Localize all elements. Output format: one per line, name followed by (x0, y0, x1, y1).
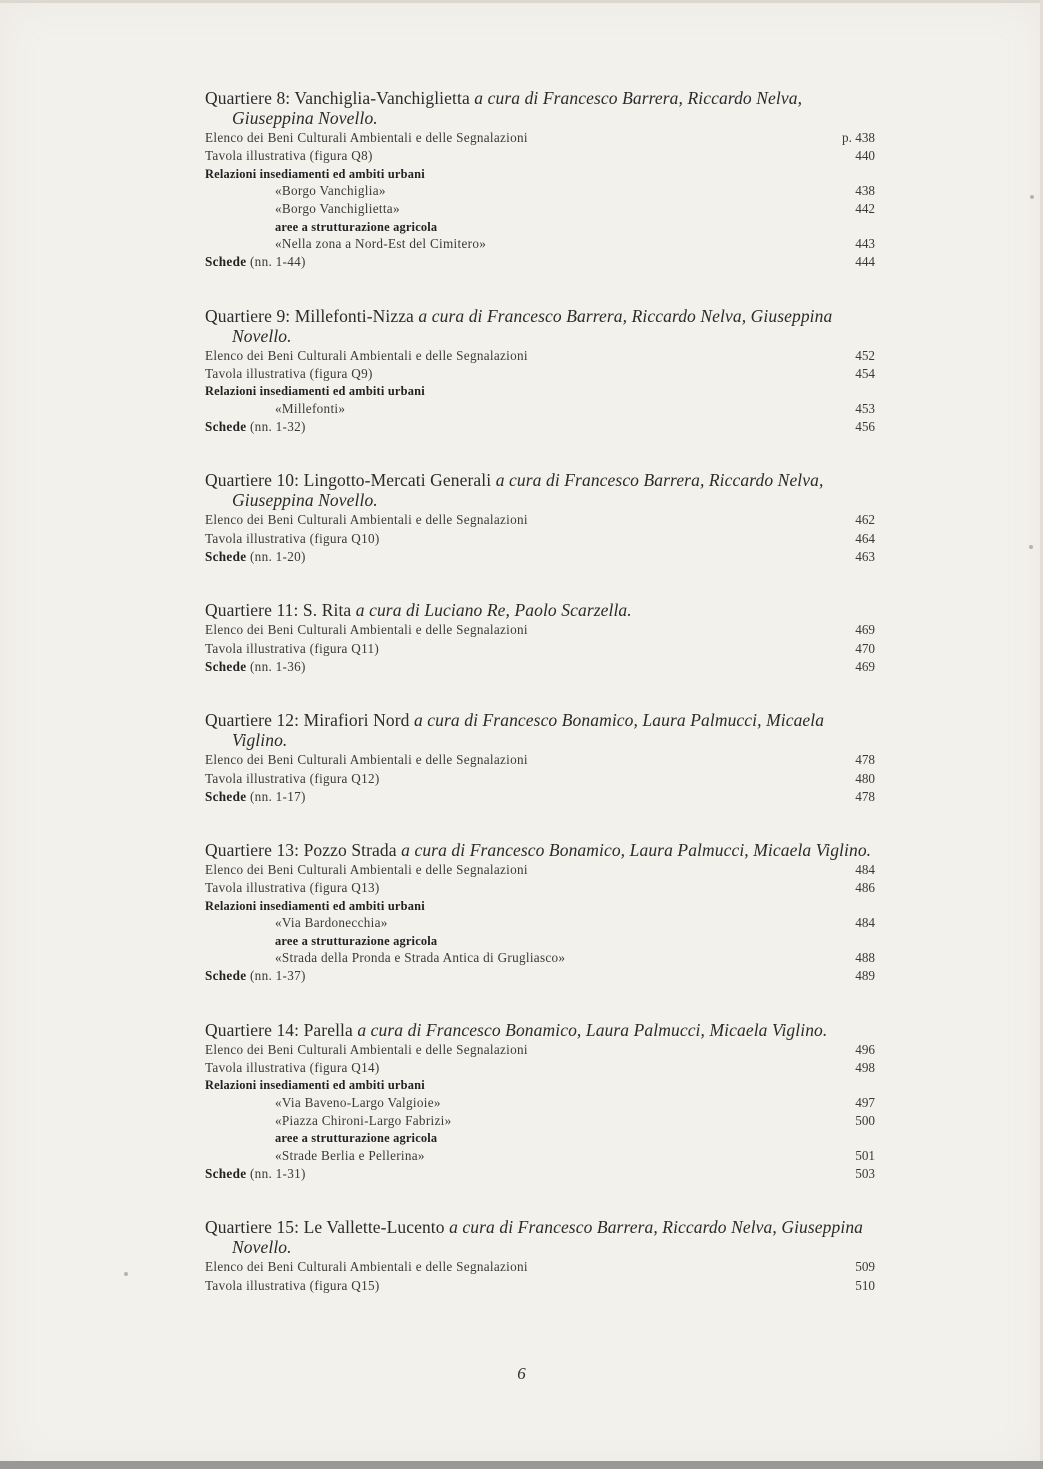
section-heading (205, 1020, 875, 1040)
relazione-label: «Millefonti» (275, 400, 346, 416)
relazione-entry (205, 182, 875, 200)
schede-label (205, 253, 815, 271)
toc-section (205, 306, 875, 437)
area-page: 501 (855, 1147, 875, 1163)
tavola-page: 464 (855, 530, 875, 546)
schede-range: (nn. 1-36) (249, 658, 306, 674)
page-edge-bottom (0, 1461, 1043, 1469)
section-heading (205, 470, 875, 510)
tavola-label: Tavola illustrativa (figura Q15) (205, 1277, 380, 1293)
schede-range: (nn. 1-37) (249, 968, 306, 984)
schede-range: (nn. 1-32) (249, 419, 306, 435)
section-editors: a cura di Francesco Bonamico, Laura Palmucci, Micaela Viglino. (232, 710, 825, 751)
tavola-label: Tavola illustrativa (figura Q11) (205, 640, 380, 656)
tavola-entry (205, 640, 875, 658)
schede-title: Schede (205, 788, 247, 804)
elenco-entry (205, 1041, 875, 1059)
paper-speck (1030, 195, 1034, 199)
tavola-page: 470 (855, 640, 875, 656)
paper-speck (1029, 545, 1033, 549)
section-heading (205, 88, 875, 128)
section-title: Quartiere 11: S. Rita (205, 600, 352, 621)
section-title: Quartiere 13: Pozzo Strada (205, 840, 397, 861)
elenco-entry (205, 511, 875, 529)
schede-entry (205, 788, 875, 806)
schede-range: (nn. 1-20) (249, 549, 306, 565)
schede-title: Schede (205, 658, 247, 674)
elenco-page: 469 (855, 622, 875, 638)
tavola-entry (205, 879, 875, 897)
area-page: 443 (855, 236, 875, 252)
page-edge-top (0, 0, 1043, 3)
elenco-entry (205, 1258, 875, 1276)
toc-section (205, 840, 875, 985)
elenco-entry (205, 751, 875, 769)
tavola-page: 454 (855, 366, 875, 382)
elenco-entry (205, 621, 875, 639)
schede-entry (205, 548, 875, 566)
schede-range: (nn. 1-44) (249, 254, 306, 270)
tavola-page: 498 (855, 1059, 875, 1075)
schede-entry (205, 967, 875, 985)
relazione-page: 500 (855, 1113, 875, 1129)
elenco-label: Elenco dei Beni Culturali Ambientali e delle Segnalazioni (205, 130, 528, 145)
relazione-entry (205, 1094, 875, 1112)
elenco-page: p. 438 (842, 130, 875, 145)
relazione-label: «Via Bardonecchia» (275, 915, 388, 931)
schede-entry (205, 658, 875, 676)
area-entry (205, 1147, 875, 1165)
schede-entry (205, 418, 875, 436)
elenco-page: 484 (855, 862, 875, 878)
section-title: Quartiere 10: Lingotto-Mercati Generali (205, 470, 492, 491)
paper-speck (124, 1272, 128, 1276)
relazione-label: «Via Baveno-Largo Valgioie» (275, 1094, 441, 1110)
schede-title: Schede (205, 419, 247, 435)
schede-label (205, 1165, 815, 1183)
section-title: Quartiere 15: Le Vallette-Lucento (205, 1217, 445, 1238)
tavola-entry (205, 147, 875, 165)
aree-heading: aree a strutturazione agricola (275, 219, 438, 234)
schede-page: 444 (855, 254, 875, 270)
elenco-label: Elenco dei Beni Culturali Ambientali e delle Segnalazioni (205, 1041, 528, 1057)
schede-page: 489 (855, 968, 875, 984)
tavola-entry (205, 1277, 875, 1295)
relazioni-heading: Relazioni insediamenti ed ambiti urbani (205, 1078, 425, 1093)
section-title: Quartiere 12: Mirafiori Nord (205, 710, 410, 731)
elenco-page: 462 (855, 512, 875, 528)
schede-range: (nn. 1-31) (249, 1166, 306, 1182)
tavola-entry (205, 770, 875, 788)
elenco-entry (205, 129, 875, 147)
tavola-label: Tavola illustrativa (figura Q9) (205, 366, 373, 382)
area-label: «Nella zona a Nord-Est del Cimitero» (275, 236, 487, 252)
tavola-label: Tavola illustrativa (figura Q12) (205, 770, 380, 786)
tavola-page: 440 (855, 148, 875, 164)
section-title: Quartiere 14: Parella (205, 1019, 353, 1040)
relazione-entry (205, 400, 875, 418)
relazione-page: 453 (855, 400, 875, 416)
relazione-page: 484 (855, 915, 875, 931)
schede-page: 456 (855, 419, 875, 435)
section-editors: a cura di Francesco Barrera, Riccardo Nelva, Giuseppina Novello. (232, 88, 803, 128)
schede-title: Schede (205, 968, 247, 984)
schede-page: 478 (855, 788, 875, 804)
toc-section (205, 600, 875, 676)
tavola-entry (205, 1059, 875, 1077)
relazioni-heading: Relazioni insediamenti ed ambiti urbani (205, 166, 425, 181)
toc-section (205, 470, 875, 566)
area-page: 488 (855, 950, 875, 966)
schede-title: Schede (205, 549, 247, 565)
tavola-label: Tavola illustrativa (figura Q10) (205, 530, 380, 546)
tavola-page: 480 (855, 770, 875, 786)
section-heading (205, 840, 875, 860)
tavola-page: 486 (855, 880, 875, 896)
relazione-entry (205, 914, 875, 932)
elenco-page: 496 (855, 1041, 875, 1057)
tavola-entry (205, 530, 875, 548)
schede-title: Schede (205, 254, 247, 270)
schede-label (205, 658, 815, 676)
aree-heading: aree a strutturazione agricola (275, 933, 438, 948)
section-heading (205, 710, 875, 750)
relazione-entry (205, 1112, 875, 1130)
tavola-label: Tavola illustrativa (figura Q13) (205, 880, 380, 896)
elenco-label: Elenco dei Beni Culturali Ambientali e delle Segnalazioni (205, 512, 528, 528)
relazione-page: 497 (855, 1094, 875, 1110)
toc-section (205, 710, 875, 806)
area-entry (205, 949, 875, 967)
schede-label (205, 418, 815, 436)
section-editors: a cura di Francesco Barrera, Riccardo Nelva, Giuseppina Novello. (232, 470, 824, 511)
section-editors: a cura di Francesco Bonamico, Laura Palmucci, Micaela Viglino. (401, 840, 872, 861)
area-entry (205, 235, 875, 253)
table-of-contents (205, 88, 875, 1329)
schede-range: (nn. 1-17) (249, 788, 306, 804)
section-heading (205, 1217, 875, 1257)
elenco-page: 509 (855, 1259, 875, 1275)
elenco-label: Elenco dei Beni Culturali Ambientali e delle Segnalazioni (205, 1259, 528, 1275)
toc-section (205, 1217, 875, 1295)
relazione-page: 442 (855, 201, 875, 217)
aree-heading: aree a strutturazione agricola (275, 1131, 438, 1146)
elenco-page: 452 (855, 347, 875, 363)
tavola-page: 510 (855, 1277, 875, 1293)
section-heading (205, 306, 875, 346)
section-editors: a cura di Luciano Re, Paolo Scarzella. (355, 600, 632, 621)
tavola-label: Tavola illustrativa (figura Q8) (205, 148, 373, 164)
toc-section (205, 88, 875, 272)
elenco-label: Elenco dei Beni Culturali Ambientali e delle Segnalazioni (205, 622, 528, 638)
section-title: Quartiere 9: Millefonti-Nizza (205, 305, 414, 326)
relazione-label: «Piazza Chironi-Largo Fabrizi» (275, 1113, 452, 1129)
tavola-label: Tavola illustrativa (figura Q14) (205, 1059, 380, 1075)
relazioni-heading: Relazioni insediamenti ed ambiti urbani (205, 384, 425, 399)
schede-title: Schede (205, 1166, 247, 1182)
relazione-page: 438 (855, 183, 875, 199)
tavola-entry (205, 365, 875, 383)
relazioni-heading: Relazioni insediamenti ed ambiti urbani (205, 898, 425, 913)
schede-page: 469 (855, 658, 875, 674)
relazione-entry (205, 200, 875, 218)
schede-label (205, 548, 815, 566)
elenco-entry (205, 347, 875, 365)
page-number: 6 (517, 1364, 526, 1383)
elenco-label: Elenco dei Beni Culturali Ambientali e delle Segnalazioni (205, 347, 528, 363)
section-editors: a cura di Francesco Bonamico, Laura Palmucci, Micaela Viglino. (357, 1019, 828, 1040)
section-title: Quartiere 8: Vanchiglia-Vanchiglietta (205, 88, 470, 108)
schede-label (205, 788, 815, 806)
schede-entry (205, 253, 875, 271)
elenco-entry (205, 861, 875, 879)
elenco-label: Elenco dei Beni Culturali Ambientali e delle Segnalazioni (205, 862, 528, 878)
section-heading (205, 600, 875, 620)
section-editors: a cura di Francesco Barrera, Riccardo Nelva, Giuseppina Novello. (232, 1217, 864, 1258)
elenco-label: Elenco dei Beni Culturali Ambientali e delle Segnalazioni (205, 752, 528, 768)
schede-page: 463 (855, 549, 875, 565)
relazione-label: «Borgo Vanchiglietta» (275, 201, 400, 217)
area-label: «Strade Berlia e Pellerina» (275, 1147, 425, 1163)
schede-entry (205, 1165, 875, 1183)
toc-section (205, 1020, 875, 1184)
schede-label (205, 967, 815, 985)
schede-page: 503 (855, 1166, 875, 1182)
elenco-page: 478 (855, 752, 875, 768)
section-editors: a cura di Francesco Barrera, Riccardo Nelva, Giuseppina Novello. (232, 305, 833, 346)
relazione-label: «Borgo Vanchiglia» (275, 183, 386, 199)
area-label: «Strada della Pronda e Strada Antica di Grugliasco» (275, 950, 566, 966)
